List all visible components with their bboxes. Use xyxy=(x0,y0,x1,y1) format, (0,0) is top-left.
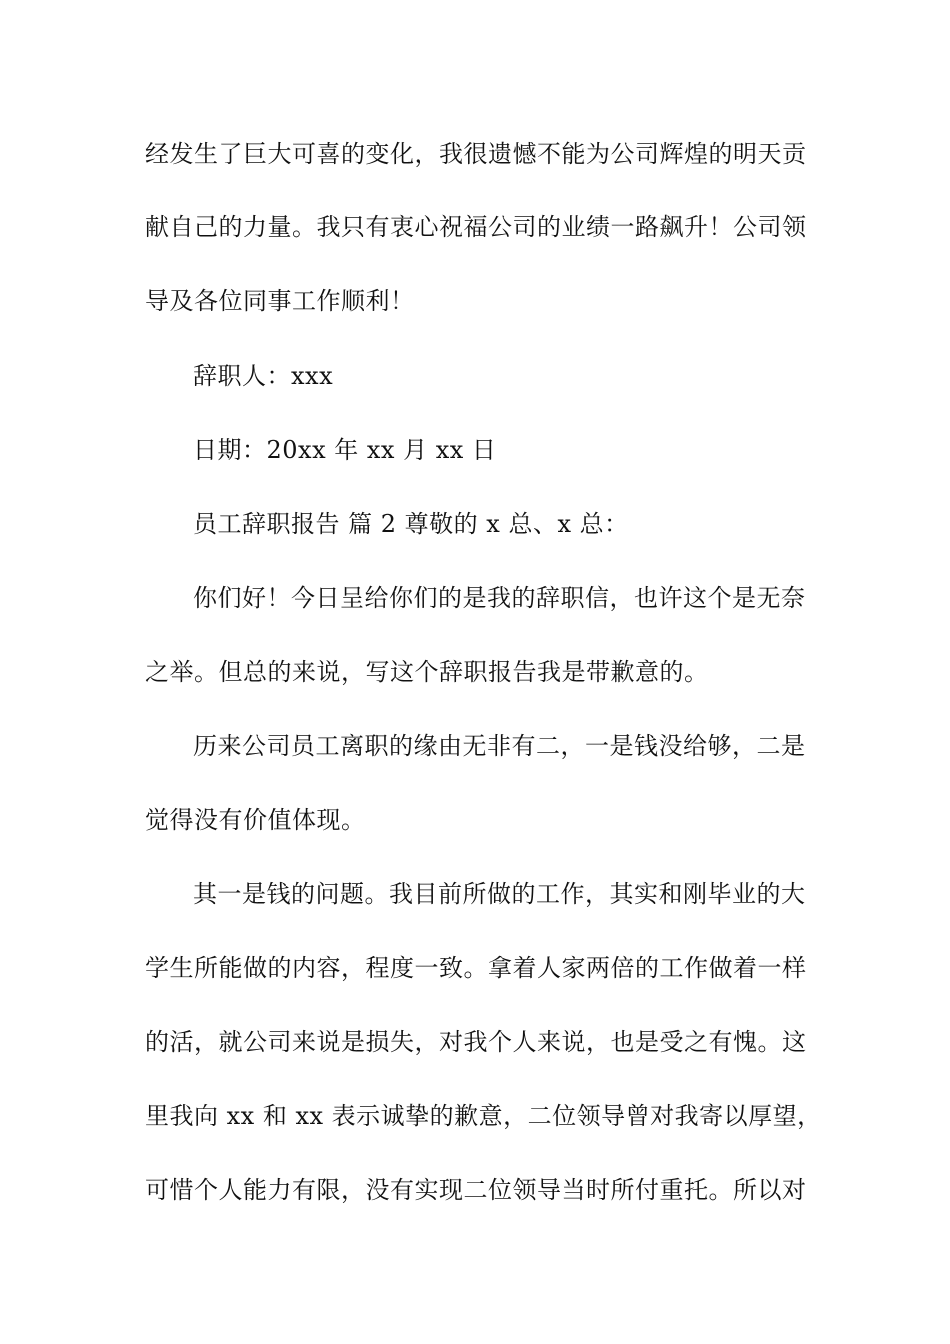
text-line: 其一是钱的问题。我目前所做的工作，其实和刚毕业的大 xyxy=(193,880,806,908)
section-heading: 员工辞职报告 篇 2 尊敬的 x 总、x 总： xyxy=(193,510,629,538)
signer-line: 辞职人：xxx xyxy=(193,362,334,390)
text-line: 经发生了巨大可喜的变化，我很遗憾不能为公司辉煌的明天贡 xyxy=(145,140,807,168)
text-line: 学生所能做的内容，程度一致。拿着人家两倍的工作做着一样 xyxy=(145,954,807,982)
date-line: 日期：20xx 年 xx 月 xx 日 xyxy=(193,436,497,464)
text-line: 历来公司员工离职的缘由无非有二，一是钱没给够，二是 xyxy=(193,732,806,760)
text-line: 导及各位同事工作顺利！ xyxy=(145,287,415,315)
text-line: 之举。但总的来说，写这个辞职报告我是带歉意的。 xyxy=(145,658,709,686)
text-line: 你们好！今日呈给你们的是我的辞职信，也许这个是无奈 xyxy=(193,584,806,612)
text-line: 里我向 xx 和 xx 表示诚挚的歉意，二位领导曾对我寄以厚望， xyxy=(145,1102,822,1130)
text-line: 的活，就公司来说是损失，对我个人来说，也是受之有愧。这 xyxy=(145,1028,807,1056)
text-line: 可惜个人能力有限，没有实现二位领导当时所付重托。所以对 xyxy=(145,1176,807,1204)
text-line: 献自己的力量。我只有衷心祝福公司的业绩一路飙升！公司领 xyxy=(145,213,807,241)
text-line: 觉得没有价值体现。 xyxy=(145,806,366,834)
